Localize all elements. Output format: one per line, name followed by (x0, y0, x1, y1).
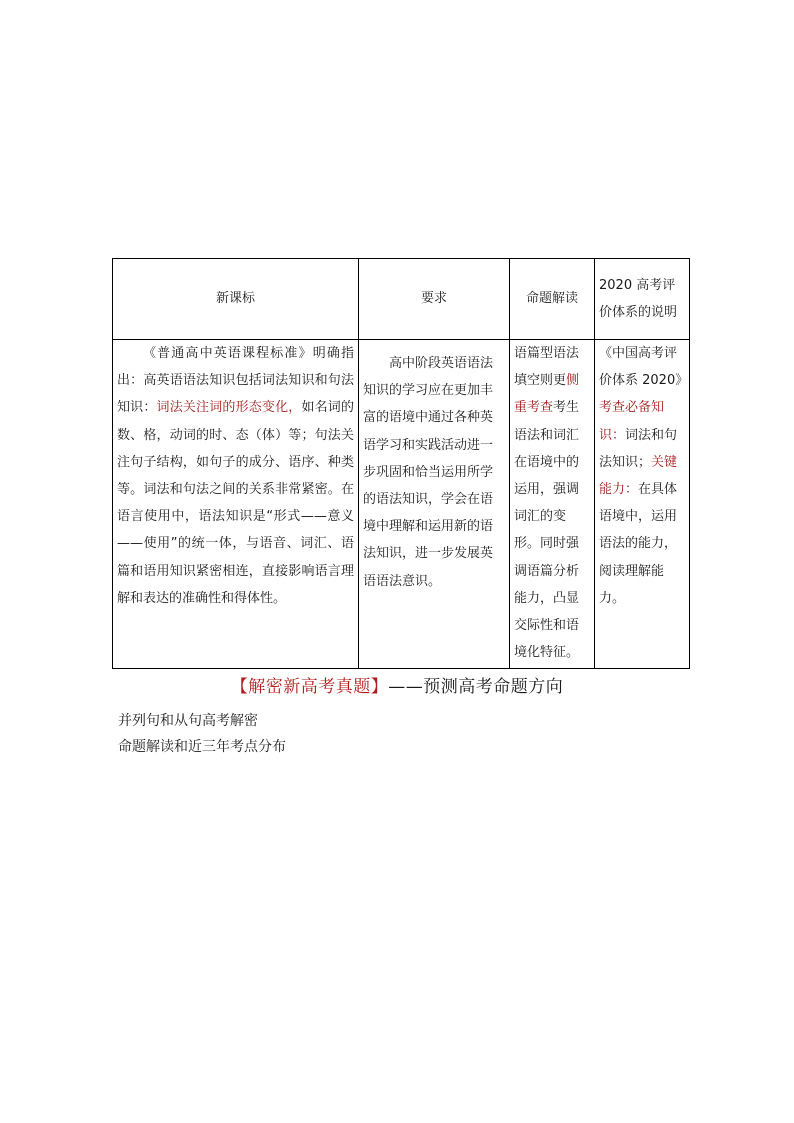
requirements-text: 高中阶段英语语法知识的学习应在更加丰富的语境中通过各种英语学习和实践活动进一步巩固和恰当运用所学的语法知识，学会在语境中理解和运用新的语法知识，进一步发展英语语法意识。 (363, 356, 494, 589)
standards-table (112, 258, 690, 669)
curriculum-text-highlight: 词法关注词的形态变化， (156, 400, 302, 416)
evaluation-part3: 词法和句法知识； (599, 427, 678, 470)
evaluation-part5: 在具体语境中，运用语法的能力，阅读理解能力。 (599, 482, 678, 606)
evaluation-part1: 《中国高考评价体系 2020》 (599, 346, 689, 389)
curriculum-text-part1: 《普通高中英语课程标准》明确指出：高英语语法知识包括词法知识和句法知识： (117, 346, 354, 416)
header-new-curriculum: 新课标 (113, 259, 359, 340)
table-body-row (113, 340, 690, 669)
interpretation-part1: 语篇型语法填空则更 (514, 346, 580, 389)
evaluation-highlight-knowledge: 考查必备知识： (599, 400, 665, 443)
cell-evaluation-system (595, 340, 690, 669)
section-title-highlight: 【解密新高考真题】 (230, 677, 389, 697)
interpretation-highlight: 侧重考查 (514, 373, 580, 416)
section-title-rest: ——预测高考命题方向 (388, 677, 564, 697)
interpretation-part3: 考生语法和词汇在语境中的运用，强调词汇的变形。同时强调语篇分析能力，凸显交际性和语境化特征。 (514, 400, 580, 661)
subheading-clauses: 并列句和从句高考解密 (118, 713, 258, 729)
evaluation-highlight-ability: 关键能力： (599, 454, 678, 498)
header-requirements: 要求 (359, 259, 510, 340)
cell-new-curriculum (113, 340, 359, 669)
header-interpretation: 命题解读 (510, 259, 595, 340)
curriculum-text (117, 340, 354, 612)
table-header-row (113, 259, 690, 340)
subheading-distribution: 命题解读和近三年考点分布 (118, 739, 286, 755)
section-title (0, 672, 794, 697)
cell-requirements (359, 340, 510, 669)
header-evaluation-system: 2020 高考评价体系的说明 (595, 259, 690, 340)
curriculum-text-part3: 如名词的数、格，动词的时、态（体）等；句法关注句子结构，如句子的成分、语序、种类等。词法和句法之间的关系非常紧密。在语言使用中，语法知识是“形式——意义——使用”的统一体，与语音、词汇、语篇和语用知识紧密相连，直接影响语言理解和表达的准确性和得体性。 (117, 400, 354, 606)
cell-interpretation (510, 340, 595, 669)
